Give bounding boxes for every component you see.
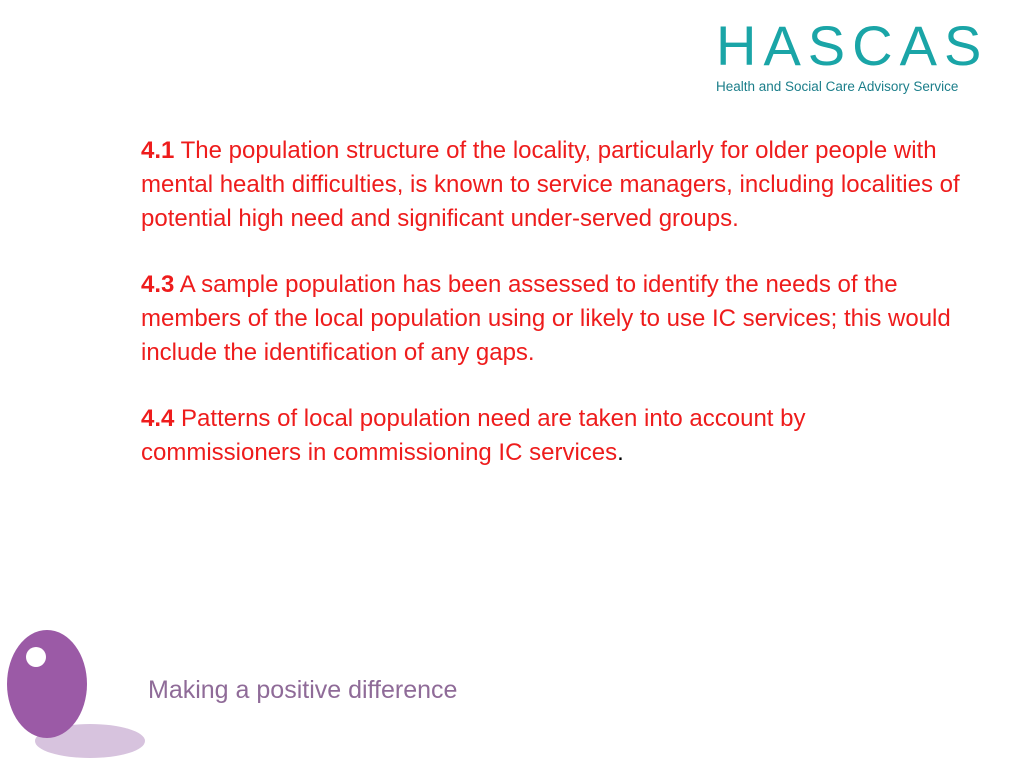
paragraph-4-1	[141, 134, 971, 236]
paragraph-text: A sample population has been assessed to identify the needs of the members of the local population using or likely to use IC services; this would include the identification of any gaps.	[141, 271, 951, 366]
figure-head-shape	[26, 647, 46, 667]
paragraph-text: The population structure of the locality, particularly for older people with mental health difficulties, is known to service managers, including localities of potential high need and significant under-served groups.	[141, 137, 960, 232]
paragraph-number: 4.4	[141, 405, 175, 432]
paragraph-4-4	[141, 402, 971, 470]
paragraph-period: .	[617, 439, 624, 466]
footer-tagline: Making a positive difference	[148, 676, 458, 704]
slide-body	[141, 134, 971, 502]
hascas-logo	[716, 14, 1012, 96]
paragraph-number: 4.1	[141, 137, 175, 164]
paragraph-text: Patterns of local population need are taken into account by commissioners in commissioning IC services	[141, 405, 806, 466]
paragraph-number: 4.3	[141, 271, 175, 298]
logo-tagline: Health and Social Care Advisory Service	[716, 79, 959, 94]
figure-oval-shape	[7, 630, 87, 738]
logo-wordmark: HASCAS	[716, 14, 989, 77]
oval-figure-graphic	[0, 620, 160, 768]
paragraph-4-3	[141, 268, 971, 370]
